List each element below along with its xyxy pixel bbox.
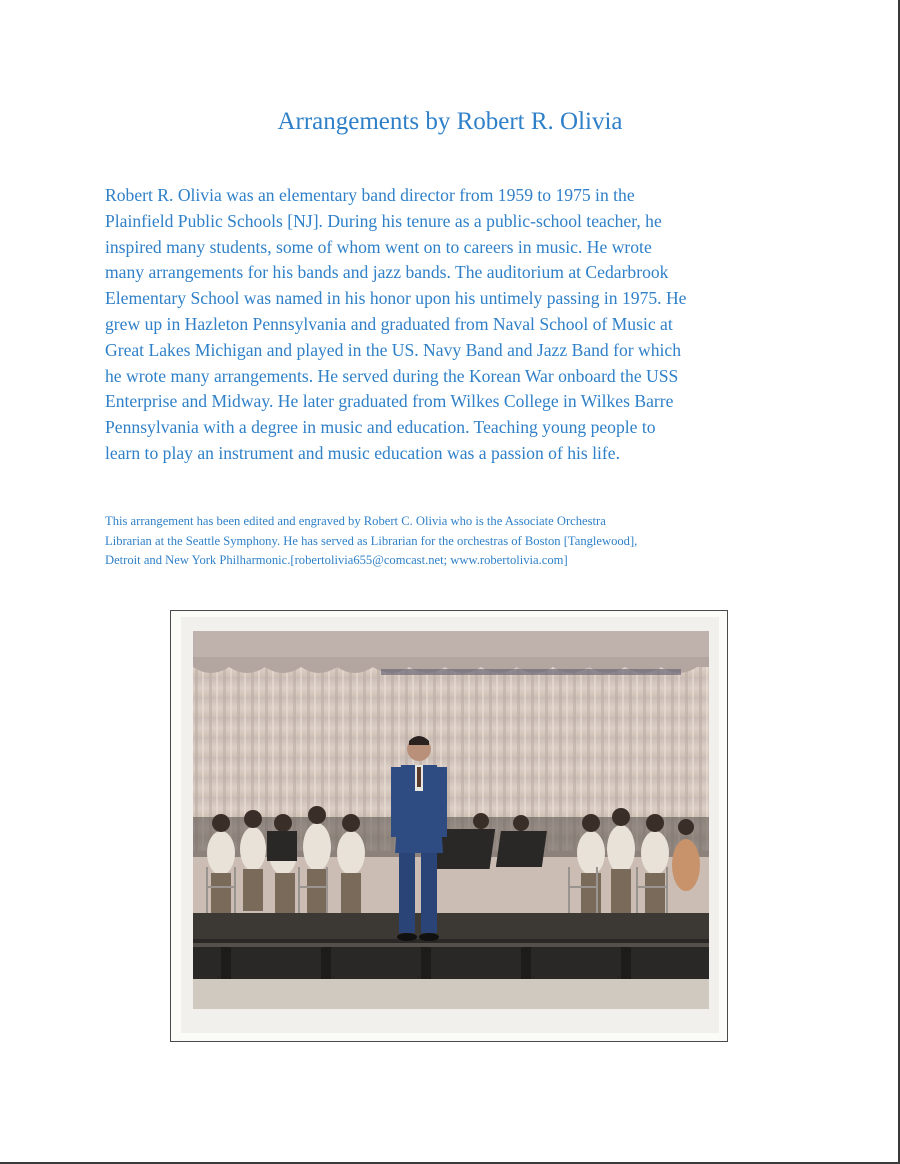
- page-title: Arrangements by Robert R. Olivia: [277, 108, 623, 135]
- credit-line: This arrangement has been edited and engraved by Robert C. Olivia who is the Associate Orchestra: [105, 514, 606, 528]
- bio-line: Great Lakes Michigan and played in the US. Navy Band and Jazz Band for which: [105, 339, 682, 360]
- band-concert-photo: [181, 617, 719, 1033]
- bio-line: he wrote many arrangements. He served during the Korean War onboard the USS: [105, 365, 679, 386]
- photo-frame: [170, 610, 728, 1042]
- bio-line: Plainfield Public Schools [NJ]. During his tenure as a public-school teacher, he: [105, 210, 662, 231]
- bio-line: many arrangements for his bands and jazz bands. The auditorium at Cedarbrook: [105, 262, 669, 283]
- bio-line: learn to play an instrument and music education was a passion of his life.: [105, 442, 620, 463]
- bio-line: Robert R. Olivia was an elementary band director from 1959 to 1975 in the: [105, 185, 635, 205]
- bio-line: grew up in Hazleton Pennsylvania and graduated from Naval School of Music at: [105, 313, 673, 334]
- credit-line: Librarian at the Seattle Symphony. He has served as Librarian for the orchestras of Boston [Tanglewood],: [105, 533, 638, 548]
- credit-line: Detroit and New York Philharmonic.[robertolivia655@comcast.net; www.robertolivia.com]: [105, 553, 568, 567]
- bio-line: Enterprise and Midway. He later graduated from Wilkes College in Wilkes Barre: [105, 391, 674, 412]
- bio-line: Elementary School was named in his honor upon his untimely passing in 1975. He: [105, 288, 687, 309]
- bio-line: Pennsylvania with a degree in music and education. Teaching young people to: [105, 417, 656, 438]
- bio-line: inspired many students, some of whom went on to careers in music. He wrote: [105, 236, 652, 257]
- biography-paragraph: [105, 183, 805, 467]
- engraving-credit-note: [105, 512, 805, 571]
